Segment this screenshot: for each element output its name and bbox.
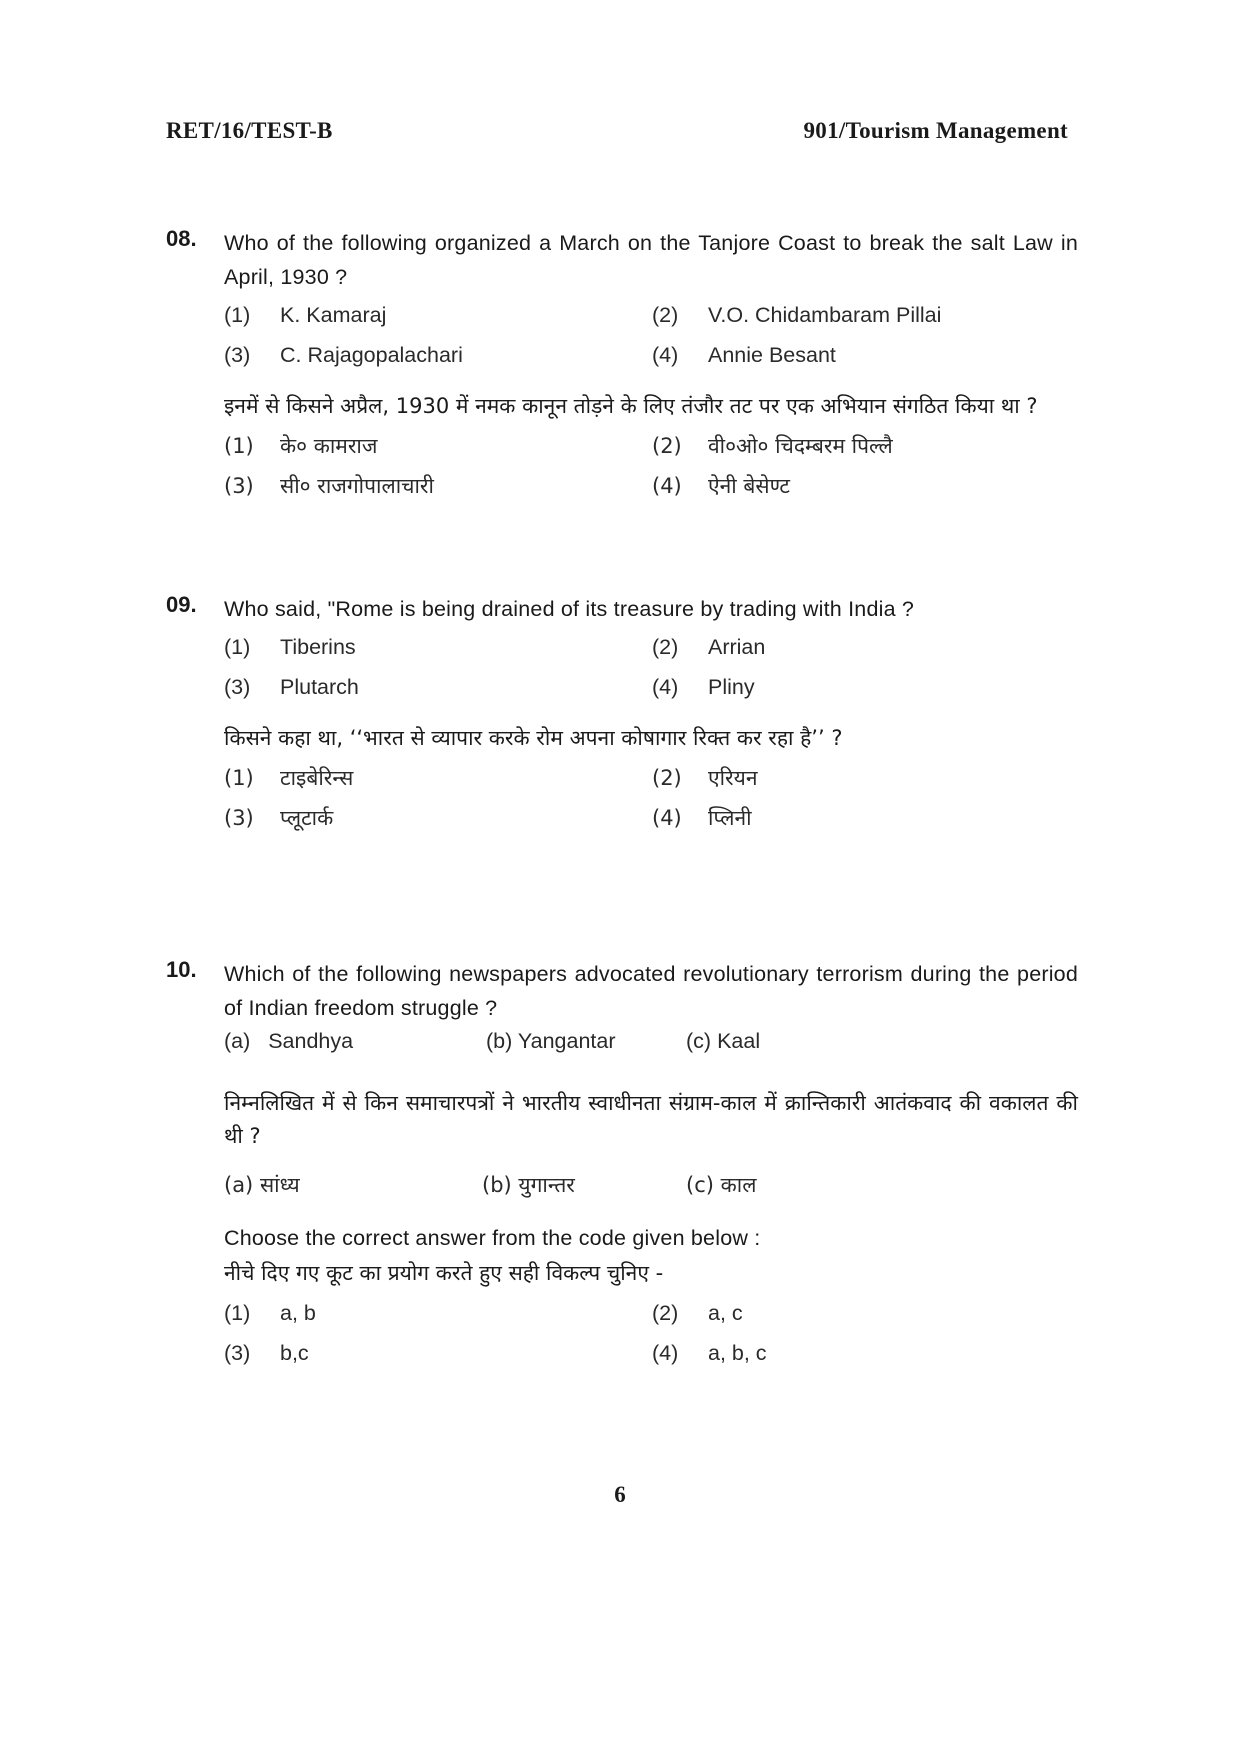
options	[224, 1296, 1078, 1376]
question-text-en: Who said, "Rome is being drained of its treasure by trading with India ?	[224, 597, 915, 621]
option: (3) Plutarch	[224, 675, 359, 699]
item: (a) Sandhya	[224, 1029, 354, 1053]
items-hi	[224, 1171, 1078, 1211]
option: (1) K. Kamaraj	[224, 303, 387, 327]
option: (2) a, c	[652, 1301, 743, 1325]
option: (4) प्लिनी	[652, 806, 752, 830]
item: (b) Yangantar	[486, 1029, 616, 1053]
option: (2) वी०ओ० चिदम्बरम पिल्लै	[652, 434, 893, 458]
option: (4) Pliny	[652, 675, 755, 699]
option: (1) टाइबेरिन्स	[224, 766, 354, 790]
question-text-en: Which of the following newspapers advocated revolutionary terrorism during the period of Indian freedom struggle ?	[224, 962, 1078, 1020]
option: (4) Annie Besant	[652, 343, 836, 367]
question-number: 09.	[166, 592, 197, 617]
option: (2) एरियन	[652, 766, 758, 790]
option: (4) a, b, c	[652, 1341, 767, 1365]
option: (1) के० कामराज	[224, 434, 378, 458]
code-instruction-en: Choose the correct answer from the code given below :	[224, 1226, 761, 1250]
question-text-hi: इनमें से किसने अप्रैल, 1930 में नमक कानून तोड़ने के लिए तंजौर तट पर एक अभियान संगठित किया था ?	[224, 394, 1038, 418]
question-text-en: Who of the following organized a March on the Tanjore Coast to break the salt Law in April, 1930 ?	[224, 231, 1078, 289]
option: (3) प्लूटार्क	[224, 806, 334, 830]
option: (4) ऐनी बेसेण्ट	[652, 474, 790, 498]
item: (c) Kaal	[686, 1029, 761, 1053]
options-en	[224, 630, 1078, 710]
option: (2) Arrian	[652, 635, 766, 659]
header-subject: 901/Tourism Management	[803, 118, 1068, 143]
item: (a) सांध्य	[224, 1173, 300, 1197]
option: (3) b,c	[224, 1341, 309, 1365]
question-text-hi: किसने कहा था, ‘‘भारत से व्यापार करके रोम अपना कोषागार रिक्त कर रहा है’’ ?	[224, 726, 843, 750]
item: (b) युगान्तर	[482, 1173, 575, 1197]
question-09	[166, 592, 1078, 841]
question-08	[166, 226, 1078, 509]
question-number: 10.	[166, 957, 197, 982]
option: (3) सी० राजगोपालाचारी	[224, 474, 434, 498]
items-en	[224, 1029, 1078, 1069]
option: (1) a, b	[224, 1301, 316, 1325]
header-test-code: RET/16/TEST-B	[166, 118, 333, 143]
page-number: 6	[614, 1482, 626, 1507]
code-instruction-hi: नीचे दिए गए कूट का प्रयोग करते हुए सही विकल्प चुनिए -	[224, 1261, 664, 1285]
option: (1) Tiberins	[224, 635, 356, 659]
option: (2) V.O. Chidambaram Pillai	[652, 303, 942, 327]
option: (3) C. Rajagopalachari	[224, 343, 463, 367]
item: (c) काल	[686, 1173, 757, 1197]
question-10	[166, 957, 1078, 1376]
question-number: 08.	[166, 226, 197, 251]
question-text-hi: निम्नलिखित में से किन समाचारपत्रों ने भारतीय स्वाधीनता संग्राम-काल में क्रान्तिकारी आतंकवाद की वकालत की थी ?	[224, 1091, 1078, 1148]
options-hi	[224, 761, 1078, 841]
options-en	[224, 298, 1078, 378]
options-hi	[224, 429, 1078, 509]
